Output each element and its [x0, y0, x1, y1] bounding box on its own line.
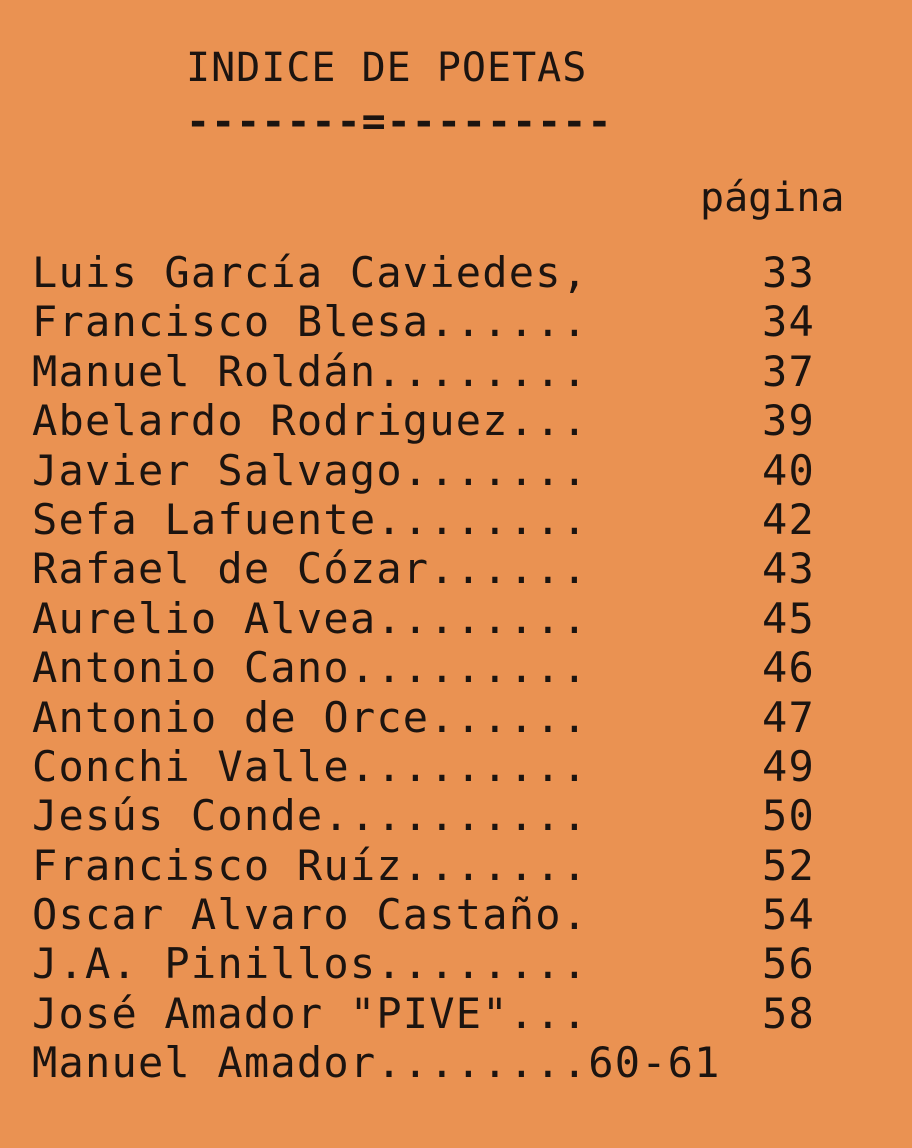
page-number: 47	[762, 692, 815, 742]
page-number: 42	[762, 494, 815, 544]
poet-name: Manuel Amador........	[32, 1038, 589, 1088]
page-number: 43	[762, 544, 815, 594]
page-number: 50	[762, 791, 815, 841]
title-underline: -------=---------	[186, 99, 613, 145]
page-number: 33	[762, 248, 815, 297]
index-entry	[32, 446, 892, 495]
index-entry	[32, 594, 892, 643]
index-entry	[32, 297, 892, 346]
poet-name: Manuel Roldán........	[32, 346, 589, 396]
index-entry	[32, 890, 892, 939]
index-entry	[32, 544, 892, 593]
page-number: 45	[762, 593, 815, 643]
index-entry	[32, 939, 892, 988]
poet-name: Javier Salvago.......	[32, 445, 589, 495]
index-entry	[32, 693, 892, 742]
index-entry	[32, 396, 892, 445]
index-entry	[32, 347, 892, 396]
index-entry	[32, 643, 892, 692]
page-number: 58	[762, 988, 815, 1038]
page-number: 37	[762, 346, 815, 396]
index-entry	[32, 841, 892, 890]
poet-name: Francisco Ruíz.......	[32, 840, 589, 890]
page-number: 54	[762, 890, 815, 940]
poet-name: Aurelio Alvea........	[32, 593, 589, 643]
poet-name: Luis García Caviedes,	[32, 248, 589, 297]
index-entry	[32, 791, 892, 840]
poet-name: Antonio de Orce......	[32, 692, 589, 742]
page-number: 52	[762, 840, 815, 890]
page-title: INDICE DE POETAS	[186, 45, 588, 91]
page-number: 40	[762, 445, 815, 495]
poet-name: J.A. Pinillos........	[32, 939, 589, 989]
poet-name: Oscar Alvaro Castaño.	[32, 890, 589, 940]
poet-name: Abelardo Rodriguez...	[32, 396, 589, 446]
index-entry	[32, 248, 892, 297]
poet-name: Jesús Conde..........	[32, 791, 589, 841]
page-number: 39	[762, 396, 815, 446]
poet-name: Conchi Valle.........	[32, 741, 589, 791]
poet-name: Rafael de Cózar......	[32, 544, 589, 594]
page-number: 60-61	[588, 1038, 721, 1088]
page-number: 34	[762, 297, 815, 347]
poet-name: Sefa Lafuente........	[32, 494, 589, 544]
index-entry	[32, 495, 892, 544]
page-column-header: página	[700, 175, 845, 221]
page-number: 46	[762, 643, 815, 693]
index-entry	[32, 742, 892, 791]
poet-name: Francisco Blesa......	[32, 297, 589, 347]
index-entry	[32, 989, 892, 1038]
page-number: 56	[762, 939, 815, 989]
poet-name: Antonio Cano.........	[32, 643, 589, 693]
poet-name: José Amador "PIVE"...	[32, 988, 589, 1038]
poet-index-list	[32, 248, 892, 1088]
page-number: 49	[762, 741, 815, 791]
index-entry	[32, 1038, 892, 1087]
